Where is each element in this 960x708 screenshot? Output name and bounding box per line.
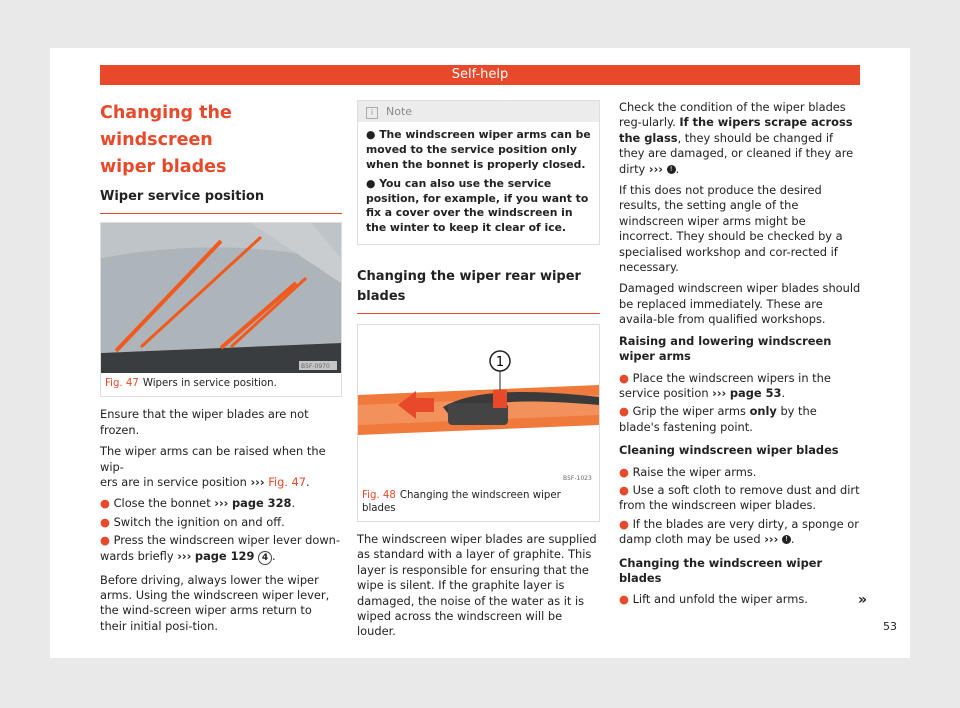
column-3 xyxy=(619,100,861,611)
paragraph: The wiper arms can be raised when the wip- ers are in service position ››› Fig. 47. xyxy=(100,444,326,490)
section-subtitle: Changing the wiper rear wiper blades xyxy=(357,253,600,314)
section-subtitle: Wiper service position xyxy=(100,189,342,214)
fig-47-link[interactable]: Fig. 47 xyxy=(268,475,307,490)
paragraph: Before driving, always lower the wiper arms. Using the windscreen wiper lever, the wind-screen wiper arms return to their initial posi-tion. xyxy=(100,572,330,633)
list-item: ● Switch the ignition on and off. xyxy=(100,514,285,529)
fig-code: B5F-1023 xyxy=(563,474,592,482)
list-item: ● Raise the wiper arms. xyxy=(619,464,757,479)
list-item: ● Place the windscreen wipers in the service position ››› page 53. xyxy=(619,370,831,400)
subheading: Changing the windscreen wiper blades xyxy=(619,555,823,585)
figure-47 xyxy=(100,222,342,397)
callout-label: 1 xyxy=(495,354,505,370)
column-1 xyxy=(100,100,342,640)
list-item: ● If the blades are very dirty, a sponge or damp cloth may be used ››› ! . xyxy=(619,516,859,547)
paragraph: The windscreen wiper blades are supplied as standard with a layer of graphite. This layer is responsible for ensuring that the wipe is silent. If the graphite layer is damaged, the noise of the water as it is wiped across the windscreen will be louder. xyxy=(357,531,597,639)
note-header: i Note xyxy=(358,101,599,122)
continue-marker: » xyxy=(858,592,868,608)
page-129-link[interactable]: page 129 xyxy=(194,548,255,563)
figure-48 xyxy=(357,324,600,522)
list-item: ● Lift and unfold the wiper arms. xyxy=(619,592,808,607)
info-icon: i xyxy=(366,107,378,119)
list-item: ● Use a soft cloth to remove dust and dirt from the windscreen wiper blades. xyxy=(619,482,860,513)
fig-code: B5F-0970 xyxy=(301,363,330,371)
page-53-link[interactable]: page 53 xyxy=(729,385,782,400)
subheading: Cleaning windscreen wiper blades xyxy=(619,443,839,458)
paragraph: Damaged windscreen wiper blades should be replaced immediately. These are availa-ble from qualified workshops. xyxy=(619,281,861,327)
page-title: Changing the windscreen wiper blades xyxy=(100,103,232,177)
section-header: Self-help xyxy=(100,65,860,85)
column-2 xyxy=(357,100,600,646)
note-box xyxy=(357,100,600,245)
warning-icon: ! xyxy=(667,165,676,174)
paragraph: Check the condition of the wiper blades reg-ularly. If the wipers scrape across the glass, they should be changed if they are damaged, or cleaned if they are dirty ››› ! . xyxy=(619,100,854,176)
note-body: ● The windscreen wiper arms can be moved to the service position only when the bonnet is properly closed. ● You can also use the service position, for example, if you want to fix a cover over the windscreen in the winter to keep it clear of ice. xyxy=(366,128,591,235)
rear-wiper-blade-illustration xyxy=(358,325,599,485)
callout-number: 4 xyxy=(258,551,272,565)
list-item: ● Grip the wiper arms only by the blade's fastening point. xyxy=(619,404,817,434)
warning-icon: ! xyxy=(782,535,791,544)
page-number: 53 xyxy=(883,620,897,633)
wiper-service-photo xyxy=(101,223,341,373)
list-item: ● Close the bonnet ››› page 328. xyxy=(100,496,296,511)
paragraph: If this does not produce the desired results, the setting angle of the windscreen wiper arms might be incorrect. They should be checked by a specialised workshop and cor-rected if necessary. xyxy=(619,183,843,275)
paragraph: Ensure that the wiper blades are not frozen. xyxy=(100,407,309,437)
list-item: ● Press the windscreen wiper lever down- wards briefly ››› page 129 4 . xyxy=(100,533,340,563)
subheading: Raising and lowering windscreen wiper arms xyxy=(619,333,832,364)
page-328-link[interactable]: page 328 xyxy=(232,496,292,511)
figure-caption: Fig. 48 Changing the windscreen wiper blades xyxy=(362,489,561,514)
figure-caption: Fig. 47 Wipers in service position. xyxy=(105,378,277,390)
